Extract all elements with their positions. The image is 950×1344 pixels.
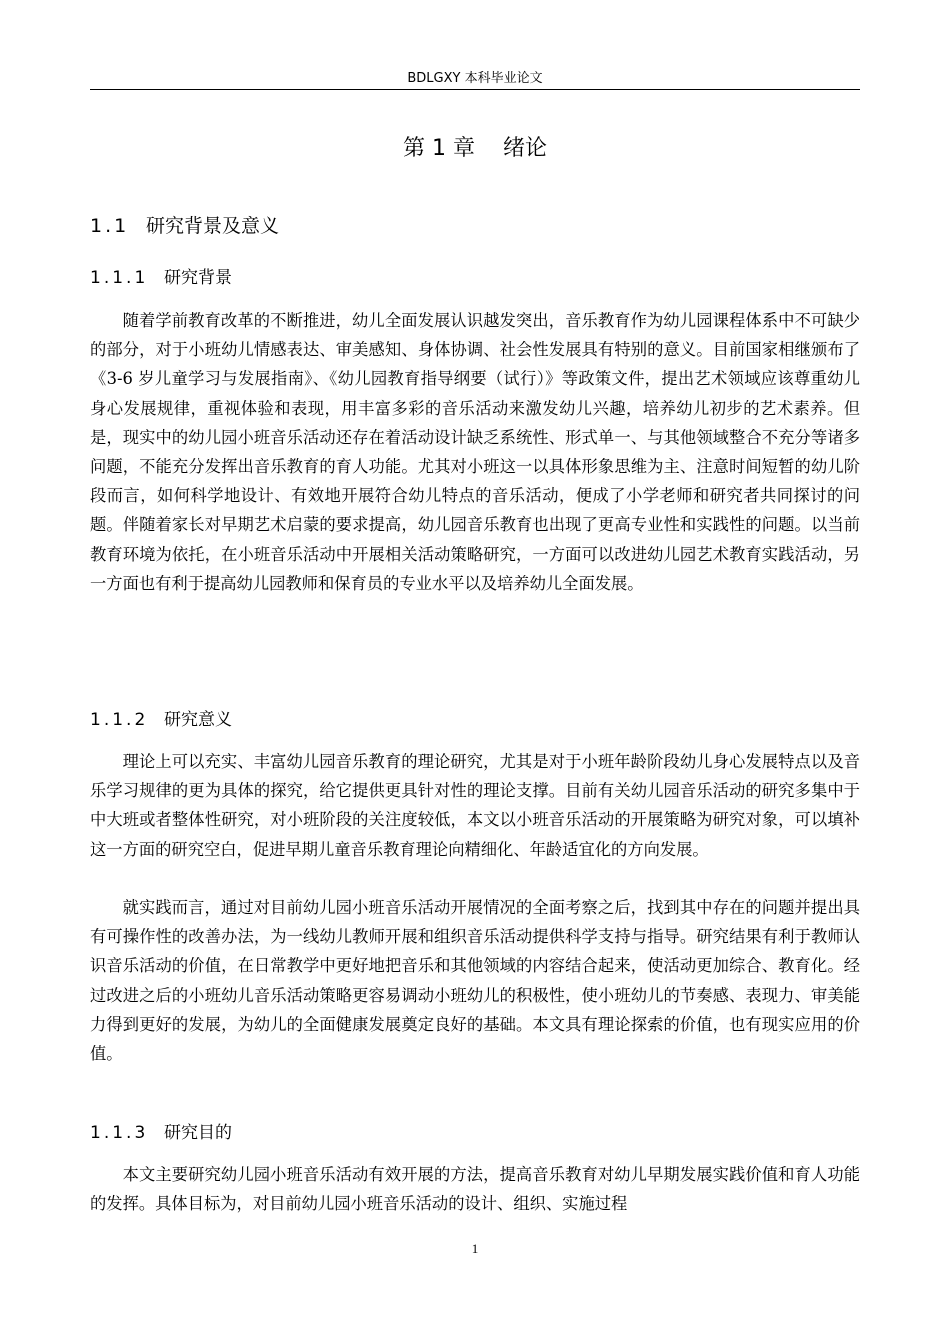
section-number: 1.1.2	[90, 710, 149, 730]
page-number: 1	[471, 1241, 479, 1256]
header-rule	[90, 89, 860, 90]
section-heading-1-1-1	[90, 266, 860, 290]
paragraph-background: 随着学前教育改革的不断推进，幼儿全面发展认识越发突出，音乐教育作为幼儿园课程体系中不可缺少的部分，对于小班幼儿情感表达、审美感知、身体协调、社会性发展具有特别的意义。目前国家相继颁布了《3-6 岁儿童学习与发展指南》、《幼儿园教育指导纲要（试行）》等政策文件，提出艺术领域应该尊重幼儿身心发展规律，重视体验和表现，用丰富多彩的音乐活动来激发幼儿兴趣，培养幼儿初步的艺术素养。但是，现实中的幼儿园小班音乐活动还存在着活动设计缺乏系统性、形式单一、与其他领域整合不充分等诸多问题，不能充分发挥出音乐教育的育人功能。尤其对小班这一以具体形象思维为主、注意时间短暂的幼儿阶段而言，如何科学地设计、有效地开展符合幼儿特点的音乐活动，便成了小学老师和研究者共同探讨的问题。伴随着家长对早期艺术启蒙的要求提高，幼儿园音乐教育也出现了更高专业性和实践性的问题。以当前教育环境为依托，在小班音乐活动中开展相关活动策略研究，一方面可以改进幼儿园艺术教育实践活动，另一方面也有利于提高幼儿园教师和保育员的专业水平以及培养幼儿全面发展。	[90, 311, 860, 593]
section-title: 研究意义	[164, 710, 232, 730]
section-title: 研究目的	[164, 1123, 232, 1143]
paragraph-significance-practice: 就实践而言，通过对目前幼儿园小班音乐活动开展情况的全面考察之后，找到其中存在的问题并提出具有可操作性的改善办法，为一线幼儿教师开展和组织音乐活动提供科学支持与指导。研究结果有利于教师认识音乐活动的价值，在日常教学中更好地把音乐和其他领域的内容结合起来，使活动更加综合、教育化。经过改进之后的小班幼儿音乐活动策略更容易调动小班幼儿的积极性，使小班幼儿的节奏感、表现力、审美能力得到更好的发展，为幼儿的全面健康发展奠定良好的基础。本文具有理论探索的价值，也有现实应用的价值。	[90, 898, 860, 1064]
paragraph-purpose: 本文主要研究幼儿园小班音乐活动有效开展的方法，提高音乐教育对幼儿早期发展实践价值和育人功能的发挥。具体目标为，对目前幼儿园小班音乐活动的设计、组织、实施过程	[90, 1165, 860, 1214]
chapter-name: 绪论	[502, 136, 547, 161]
section-heading-1-1-2	[90, 708, 860, 732]
section-title: 研究背景及意义	[146, 215, 280, 237]
section-heading-1-1	[90, 213, 860, 239]
section-title: 研究背景	[164, 268, 232, 288]
section-heading-1-1-3	[90, 1121, 860, 1145]
chapter-number: 第 1 章	[403, 136, 475, 161]
section-number: 1.1	[90, 215, 130, 237]
section-number: 1.1.1	[90, 268, 149, 288]
chapter-title	[90, 133, 860, 165]
section-number: 1.1.3	[90, 1123, 149, 1143]
running-header: BDLGXY 本科毕业论文	[407, 71, 543, 86]
paragraph-significance-theory: 理论上可以充实、丰富幼儿园音乐教育的理论研究，尤其是对于小班年龄阶段幼儿身心发展特点以及音乐学习规律的更为具体的探究，给它提供更具针对性的理论支撑。目前有关幼儿园音乐活动的研究多集中于中大班或者整体性研究，对小班阶段的关注度较低，本文以小班音乐活动的开展策略为研究对象，可以填补这一方面的研究空白，促进早期儿童音乐教育理论向精细化、年龄适宜化的方向发展。	[90, 752, 860, 859]
